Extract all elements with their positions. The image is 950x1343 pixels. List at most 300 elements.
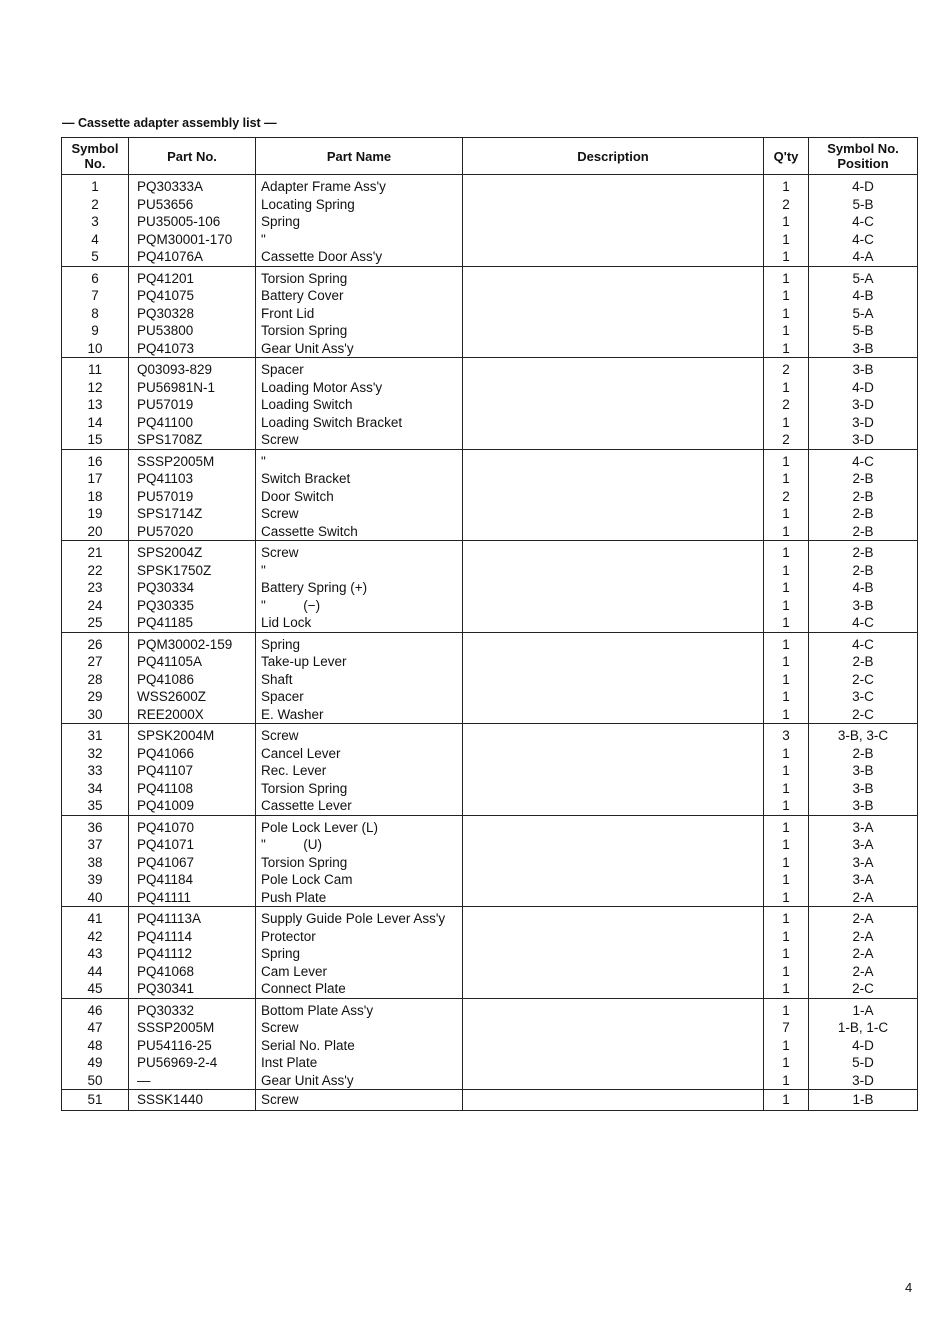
part-name-cell: Bottom Plate Ass'y xyxy=(256,998,463,1019)
table-row xyxy=(62,724,918,745)
part-name-cell: Gear Unit Ass'y xyxy=(256,1072,463,1090)
description-cell xyxy=(463,889,764,907)
part-no-cell: PQ41114 xyxy=(129,928,256,946)
qty-cell: 1 xyxy=(764,706,809,724)
part-name-cell: Door Switch xyxy=(256,488,463,506)
part-name-cell: Spring xyxy=(256,632,463,653)
position-cell: 4-D xyxy=(809,175,918,196)
description-cell xyxy=(463,379,764,397)
part-no-cell: SSSP2005M xyxy=(129,449,256,470)
position-cell: 3-B xyxy=(809,597,918,615)
table-header xyxy=(62,138,918,175)
description-cell xyxy=(463,963,764,981)
qty-cell: 1 xyxy=(764,175,809,196)
qty-cell: 1 xyxy=(764,340,809,358)
part-name-cell: Cam Lever xyxy=(256,963,463,981)
table-row xyxy=(62,449,918,470)
table-row xyxy=(62,907,918,928)
part-name-cell: Connect Plate xyxy=(256,980,463,998)
part-no-cell: PQ30332 xyxy=(129,998,256,1019)
description-cell xyxy=(463,762,764,780)
symbol-no-cell: 11 xyxy=(62,358,129,379)
part-no-cell: PQ41100 xyxy=(129,414,256,432)
description-cell xyxy=(463,470,764,488)
part-no-cell: PU56981N-1 xyxy=(129,379,256,397)
position-cell: 2-C xyxy=(809,671,918,689)
qty-cell: 2 xyxy=(764,431,809,449)
description-cell xyxy=(463,797,764,815)
qty-cell: 2 xyxy=(764,488,809,506)
qty-cell: 1 xyxy=(764,305,809,323)
part-no-cell: PU53656 xyxy=(129,196,256,214)
part-name-cell: Battery Cover xyxy=(256,287,463,305)
position-cell: 4-D xyxy=(809,1037,918,1055)
part-no-cell: PQ41184 xyxy=(129,871,256,889)
position-cell: 3-A xyxy=(809,836,918,854)
table-row xyxy=(62,706,918,724)
position-cell: 3-A xyxy=(809,854,918,872)
description-cell xyxy=(463,1019,764,1037)
part-no-cell: PQ41076A xyxy=(129,248,256,266)
part-name-cell: " (U) xyxy=(256,836,463,854)
table-row xyxy=(62,248,918,266)
part-no-cell: PU57019 xyxy=(129,396,256,414)
description-cell xyxy=(463,340,764,358)
description-cell xyxy=(463,266,764,287)
part-name-cell: Cancel Lever xyxy=(256,745,463,763)
description-cell xyxy=(463,213,764,231)
qty-cell: 1 xyxy=(764,980,809,998)
part-no-cell: SPS1714Z xyxy=(129,505,256,523)
symbol-no-cell: 18 xyxy=(62,488,129,506)
table-row xyxy=(62,231,918,249)
part-no-cell: REE2000X xyxy=(129,706,256,724)
part-name-cell: Spring xyxy=(256,945,463,963)
part-no-cell: PQ41111 xyxy=(129,889,256,907)
part-no-cell: PQ41075 xyxy=(129,287,256,305)
qty-cell: 1 xyxy=(764,780,809,798)
qty-cell: 1 xyxy=(764,414,809,432)
qty-cell: 1 xyxy=(764,854,809,872)
symbol-no-cell: 48 xyxy=(62,1037,129,1055)
list-title: — Cassette adapter assembly list — xyxy=(62,116,277,130)
part-no-cell: — xyxy=(129,1072,256,1090)
qty-cell: 1 xyxy=(764,928,809,946)
table-row xyxy=(62,597,918,615)
symbol-no-cell: 44 xyxy=(62,963,129,981)
description-cell xyxy=(463,579,764,597)
qty-cell: 1 xyxy=(764,470,809,488)
symbol-no-cell: 1 xyxy=(62,175,129,196)
table-row xyxy=(62,1019,918,1037)
part-name-cell: Switch Bracket xyxy=(256,470,463,488)
position-cell: 2-A xyxy=(809,928,918,946)
qty-cell: 1 xyxy=(764,379,809,397)
table-row xyxy=(62,1054,918,1072)
position-cell: 3-D xyxy=(809,1072,918,1090)
position-cell: 5-B xyxy=(809,322,918,340)
part-name-cell: Loading Motor Ass'y xyxy=(256,379,463,397)
description-cell xyxy=(463,945,764,963)
part-no-cell: PQ41073 xyxy=(129,340,256,358)
table-row xyxy=(62,963,918,981)
description-cell xyxy=(463,358,764,379)
table-row xyxy=(62,653,918,671)
symbol-no-cell: 28 xyxy=(62,671,129,689)
symbol-no-cell: 50 xyxy=(62,1072,129,1090)
symbol-no-cell: 8 xyxy=(62,305,129,323)
part-name-cell: Screw xyxy=(256,724,463,745)
qty-cell: 1 xyxy=(764,579,809,597)
position-cell: 1-B, 1-C xyxy=(809,1019,918,1037)
position-cell: 4-C xyxy=(809,449,918,470)
qty-cell: 1 xyxy=(764,945,809,963)
position-cell: 2-A xyxy=(809,907,918,928)
table-row xyxy=(62,196,918,214)
qty-cell: 2 xyxy=(764,358,809,379)
symbol-no-cell: 10 xyxy=(62,340,129,358)
symbol-no-cell: 38 xyxy=(62,854,129,872)
description-cell xyxy=(463,541,764,562)
description-cell xyxy=(463,1072,764,1090)
symbol-no-cell: 9 xyxy=(62,322,129,340)
description-cell xyxy=(463,1054,764,1072)
part-name-cell: Locating Spring xyxy=(256,196,463,214)
qty-cell: 1 xyxy=(764,836,809,854)
part-name-cell: Loading Switch Bracket xyxy=(256,414,463,432)
description-cell xyxy=(463,523,764,541)
part-no-cell: PQ41086 xyxy=(129,671,256,689)
symbol-no-cell: 2 xyxy=(62,196,129,214)
part-no-cell: PQ41009 xyxy=(129,797,256,815)
page-number: 4 xyxy=(905,1280,913,1295)
part-no-cell: PU57020 xyxy=(129,523,256,541)
table-body xyxy=(62,175,918,1111)
description-cell xyxy=(463,562,764,580)
table-row xyxy=(62,305,918,323)
table-row xyxy=(62,505,918,523)
qty-cell: 1 xyxy=(764,815,809,836)
part-name-cell: Battery Spring (+) xyxy=(256,579,463,597)
symbol-no-cell: 17 xyxy=(62,470,129,488)
qty-cell: 1 xyxy=(764,1072,809,1090)
table-row xyxy=(62,1037,918,1055)
table-row xyxy=(62,175,918,196)
symbol-no-cell: 4 xyxy=(62,231,129,249)
qty-cell: 1 xyxy=(764,614,809,632)
part-no-cell: SSSP2005M xyxy=(129,1019,256,1037)
position-cell: 3-B xyxy=(809,340,918,358)
position-cell: 4-C xyxy=(809,632,918,653)
part-no-cell: PQ41067 xyxy=(129,854,256,872)
symbol-no-cell: 40 xyxy=(62,889,129,907)
description-cell xyxy=(463,836,764,854)
table-row xyxy=(62,562,918,580)
qty-cell: 1 xyxy=(764,541,809,562)
position-cell: 4-D xyxy=(809,379,918,397)
table-row xyxy=(62,488,918,506)
symbol-no-cell: 36 xyxy=(62,815,129,836)
part-name-cell: Adapter Frame Ass'y xyxy=(256,175,463,196)
description-cell xyxy=(463,488,764,506)
part-name-cell: Spacer xyxy=(256,688,463,706)
part-no-cell: PQ41071 xyxy=(129,836,256,854)
part-no-cell: PQM30001-170 xyxy=(129,231,256,249)
qty-cell: 2 xyxy=(764,196,809,214)
description-cell xyxy=(463,175,764,196)
part-name-cell: Lid Lock xyxy=(256,614,463,632)
description-cell xyxy=(463,871,764,889)
table-row xyxy=(62,836,918,854)
symbol-no-cell: 31 xyxy=(62,724,129,745)
position-cell: 5-A xyxy=(809,305,918,323)
part-no-cell: PQ41070 xyxy=(129,815,256,836)
part-name-cell: Spacer xyxy=(256,358,463,379)
position-cell: 4-A xyxy=(809,248,918,266)
table-row xyxy=(62,579,918,597)
position-cell: 5-A xyxy=(809,266,918,287)
description-cell xyxy=(463,998,764,1019)
symbol-no-cell: 29 xyxy=(62,688,129,706)
table-row xyxy=(62,614,918,632)
table-row xyxy=(62,414,918,432)
description-cell xyxy=(463,322,764,340)
description-cell xyxy=(463,854,764,872)
table-row xyxy=(62,889,918,907)
description-cell xyxy=(463,907,764,928)
qty-cell: 1 xyxy=(764,505,809,523)
description-cell xyxy=(463,980,764,998)
qty-cell: 1 xyxy=(764,1054,809,1072)
part-name-cell: " xyxy=(256,231,463,249)
part-no-cell: PQM30002-159 xyxy=(129,632,256,653)
position-cell: 2-C xyxy=(809,706,918,724)
description-cell xyxy=(463,671,764,689)
part-no-cell: PU35005-106 xyxy=(129,213,256,231)
qty-cell: 1 xyxy=(764,322,809,340)
symbol-no-cell: 15 xyxy=(62,431,129,449)
header-qty: Q'ty xyxy=(764,138,809,175)
description-cell xyxy=(463,396,764,414)
symbol-no-cell: 22 xyxy=(62,562,129,580)
part-no-cell: PQ30334 xyxy=(129,579,256,597)
table-row xyxy=(62,470,918,488)
header-part-no: Part No. xyxy=(129,138,256,175)
position-cell: 2-C xyxy=(809,980,918,998)
description-cell xyxy=(463,688,764,706)
symbol-no-cell: 42 xyxy=(62,928,129,946)
part-name-cell: Torsion Spring xyxy=(256,854,463,872)
part-no-cell: SPS1708Z xyxy=(129,431,256,449)
table-row xyxy=(62,762,918,780)
part-name-cell: Pole Lock Lever (L) xyxy=(256,815,463,836)
description-cell xyxy=(463,1037,764,1055)
part-no-cell: PQ30341 xyxy=(129,980,256,998)
part-name-cell: " xyxy=(256,562,463,580)
table-row xyxy=(62,928,918,946)
parts-table xyxy=(61,137,918,1111)
table-row xyxy=(62,396,918,414)
qty-cell: 1 xyxy=(764,597,809,615)
table-row xyxy=(62,523,918,541)
symbol-no-cell: 33 xyxy=(62,762,129,780)
part-name-cell: Inst Plate xyxy=(256,1054,463,1072)
table-row xyxy=(62,671,918,689)
position-cell: 5-D xyxy=(809,1054,918,1072)
description-cell xyxy=(463,706,764,724)
symbol-no-cell: 49 xyxy=(62,1054,129,1072)
position-cell: 3-B xyxy=(809,797,918,815)
position-cell: 2-B xyxy=(809,541,918,562)
symbol-no-cell: 43 xyxy=(62,945,129,963)
symbol-no-cell: 12 xyxy=(62,379,129,397)
description-cell xyxy=(463,505,764,523)
position-cell: 2-B xyxy=(809,470,918,488)
part-no-cell: PQ41113A xyxy=(129,907,256,928)
part-name-cell: Cassette Lever xyxy=(256,797,463,815)
description-cell xyxy=(463,597,764,615)
qty-cell: 1 xyxy=(764,653,809,671)
position-cell: 2-A xyxy=(809,963,918,981)
position-cell: 4-C xyxy=(809,213,918,231)
symbol-no-cell: 20 xyxy=(62,523,129,541)
qty-cell: 1 xyxy=(764,248,809,266)
part-name-cell: " (−) xyxy=(256,597,463,615)
part-name-cell: Screw xyxy=(256,431,463,449)
symbol-no-cell: 3 xyxy=(62,213,129,231)
description-cell xyxy=(463,745,764,763)
table-row xyxy=(62,815,918,836)
part-name-cell: Screw xyxy=(256,1090,463,1111)
part-no-cell: PQ41103 xyxy=(129,470,256,488)
part-no-cell: SPSK1750Z xyxy=(129,562,256,580)
part-no-cell: PQ41201 xyxy=(129,266,256,287)
description-cell xyxy=(463,449,764,470)
table-row xyxy=(62,1090,918,1111)
qty-cell: 1 xyxy=(764,671,809,689)
header-description: Description xyxy=(463,138,764,175)
position-cell: 4-B xyxy=(809,287,918,305)
table-row xyxy=(62,358,918,379)
qty-cell: 1 xyxy=(764,963,809,981)
symbol-no-cell: 16 xyxy=(62,449,129,470)
part-name-cell: Front Lid xyxy=(256,305,463,323)
qty-cell: 1 xyxy=(764,871,809,889)
description-cell xyxy=(463,632,764,653)
position-cell: 3-A xyxy=(809,815,918,836)
description-cell xyxy=(463,231,764,249)
table-row xyxy=(62,980,918,998)
description-cell xyxy=(463,414,764,432)
symbol-no-cell: 21 xyxy=(62,541,129,562)
position-cell: 2-B xyxy=(809,523,918,541)
symbol-no-cell: 41 xyxy=(62,907,129,928)
part-name-cell: " xyxy=(256,449,463,470)
part-name-cell: Torsion Spring xyxy=(256,780,463,798)
table-row xyxy=(62,541,918,562)
part-no-cell: PQ41108 xyxy=(129,780,256,798)
table-row xyxy=(62,322,918,340)
symbol-no-cell: 46 xyxy=(62,998,129,1019)
description-cell xyxy=(463,248,764,266)
qty-cell: 1 xyxy=(764,762,809,780)
table-row xyxy=(62,266,918,287)
qty-cell: 1 xyxy=(764,1090,809,1111)
table-row xyxy=(62,1072,918,1090)
part-name-cell: Screw xyxy=(256,1019,463,1037)
part-no-cell: SPSK2004M xyxy=(129,724,256,745)
symbol-no-cell: 34 xyxy=(62,780,129,798)
part-name-cell: Shaft xyxy=(256,671,463,689)
position-cell: 3-B xyxy=(809,762,918,780)
symbol-no-cell: 32 xyxy=(62,745,129,763)
qty-cell: 1 xyxy=(764,287,809,305)
qty-cell: 1 xyxy=(764,797,809,815)
table-row xyxy=(62,998,918,1019)
qty-cell: 3 xyxy=(764,724,809,745)
part-no-cell: SSSK1440 xyxy=(129,1090,256,1111)
description-cell xyxy=(463,780,764,798)
table-row xyxy=(62,797,918,815)
position-cell: 3-C xyxy=(809,688,918,706)
part-no-cell: PQ30328 xyxy=(129,305,256,323)
part-name-cell: Cassette Door Ass'y xyxy=(256,248,463,266)
qty-cell: 1 xyxy=(764,907,809,928)
part-name-cell: Pole Lock Cam xyxy=(256,871,463,889)
symbol-no-cell: 7 xyxy=(62,287,129,305)
symbol-no-cell: 30 xyxy=(62,706,129,724)
qty-cell: 1 xyxy=(764,449,809,470)
position-cell: 2-B xyxy=(809,745,918,763)
description-cell xyxy=(463,614,764,632)
description-cell xyxy=(463,928,764,946)
symbol-no-cell: 51 xyxy=(62,1090,129,1111)
position-cell: 2-A xyxy=(809,945,918,963)
position-cell: 3-D xyxy=(809,396,918,414)
table-row xyxy=(62,780,918,798)
part-no-cell: PU57019 xyxy=(129,488,256,506)
part-name-cell: E. Washer xyxy=(256,706,463,724)
position-cell: 3-D xyxy=(809,431,918,449)
qty-cell: 1 xyxy=(764,562,809,580)
part-no-cell: WSS2600Z xyxy=(129,688,256,706)
part-no-cell: PU53800 xyxy=(129,322,256,340)
qty-cell: 1 xyxy=(764,1037,809,1055)
part-no-cell: Q03093-829 xyxy=(129,358,256,379)
part-name-cell: Torsion Spring xyxy=(256,266,463,287)
position-cell: 4-B xyxy=(809,579,918,597)
part-name-cell: Screw xyxy=(256,505,463,523)
symbol-no-cell: 26 xyxy=(62,632,129,653)
position-cell: 3-A xyxy=(809,871,918,889)
part-no-cell: PQ30333A xyxy=(129,175,256,196)
position-cell: 3-B xyxy=(809,358,918,379)
position-cell: 3-D xyxy=(809,414,918,432)
part-no-cell: PQ30335 xyxy=(129,597,256,615)
part-name-cell: Protector xyxy=(256,928,463,946)
description-cell xyxy=(463,815,764,836)
symbol-no-cell: 5 xyxy=(62,248,129,266)
part-name-cell: Loading Switch xyxy=(256,396,463,414)
part-no-cell: PQ41105A xyxy=(129,653,256,671)
position-cell: 2-B xyxy=(809,505,918,523)
symbol-no-cell: 47 xyxy=(62,1019,129,1037)
table-row xyxy=(62,213,918,231)
symbol-no-cell: 35 xyxy=(62,797,129,815)
position-cell: 4-C xyxy=(809,614,918,632)
qty-cell: 1 xyxy=(764,632,809,653)
position-cell: 1-B xyxy=(809,1090,918,1111)
